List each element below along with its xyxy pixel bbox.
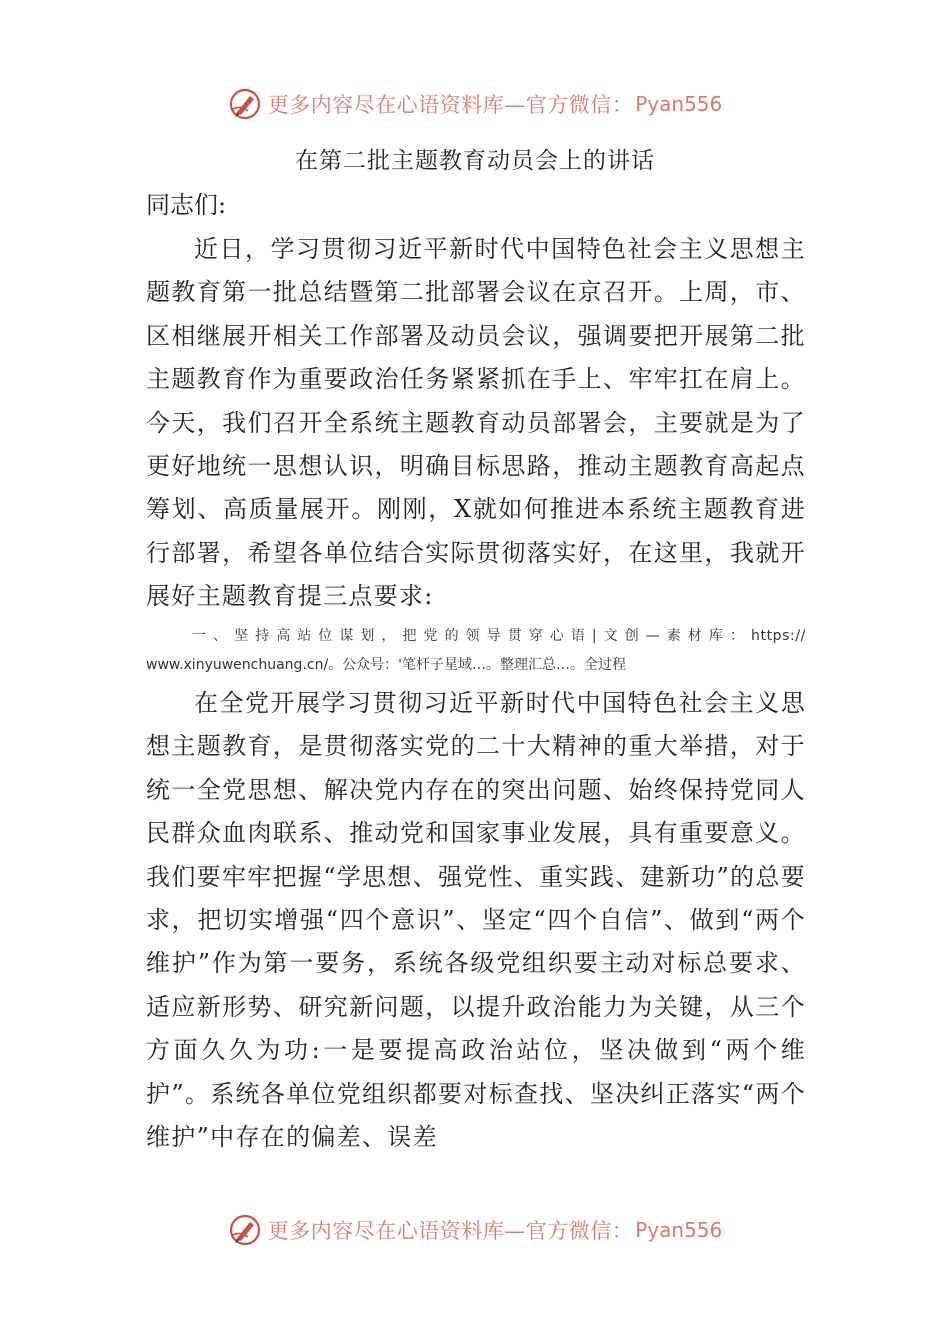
document-title: 在第二批主题教育动员会上的讲话 — [295, 148, 655, 174]
section-heading-line-2: www.xinyuwenchuang.cn/。公众号：'笔杆子星域…。整理汇总…。全过程 — [146, 657, 627, 673]
paragraph-section-1: 在全党开展学习贯彻习近平新时代中国特色社会主义思想主题教育，是贯彻落实党的二十大精神的重大举措，对于统一全党思想、解决党内存在的突出问题、始终保持党同人民群众血肉联系、推动党和国家事业发展，具有重要意义。我们要牢牢把握“学思想、强党性、重实践、建新功”的总要求，把切实增强“四个意识”、坚定“四个自信”、做到“两个维护”作为第一要务，系统各级党组织要主动对标总要求、适应新形势、研究新问题，以提升政治能力为关键，从三个方面久久为功:一是要提高政治站位，坚决做到“两个维护”。系统各单位党组织都要对标查找、坚决纠正落实“两个维护”中存在的偏差、误差 — [146, 689, 806, 1152]
footer-watermark-banner — [0, 1210, 950, 1250]
watermark-wechat-id: Pyan556 — [635, 1218, 723, 1242]
watermark-text: 更多内容尽在心语资料库—官方微信： — [267, 1219, 634, 1243]
section-heading-line-1: 一、坚持高站位谋划，把党的领导贯穿心语|文创—素材库：https:// — [192, 628, 806, 644]
paragraph-intro: 近日，学习贯彻习近平新时代中国特色社会主义思想主题教育第一批总结暨第二批部署会议在京召开。上周，市、区相继展开相关工作部署及动员会议，强调要把开展第二批主题教育作为重要政治任务紧紧抓在手上、牢牢扛在肩上。今天，我们召开全系统主题教育动员部署会，主要就是为了更好地统一思想认识，明确目标思路，推动主题教育高起点筹划、高质量展开。刚刚，X就如何推进本系统主题教育进行部署，希望各单位结合实际贯彻落实好，在这里，我就开展好主题教育提三点要求: — [146, 235, 806, 611]
watermark-text: 更多内容尽在心语资料库—官方微信： — [267, 93, 634, 117]
salutation: 同志们: — [146, 191, 227, 219]
pen-circle-logo-icon — [228, 87, 262, 121]
watermark-wechat-id: Pyan556 — [635, 92, 723, 116]
pen-circle-logo-icon — [228, 1213, 262, 1247]
header-watermark-banner — [0, 84, 950, 124]
section-heading-with-watermark — [146, 622, 806, 680]
